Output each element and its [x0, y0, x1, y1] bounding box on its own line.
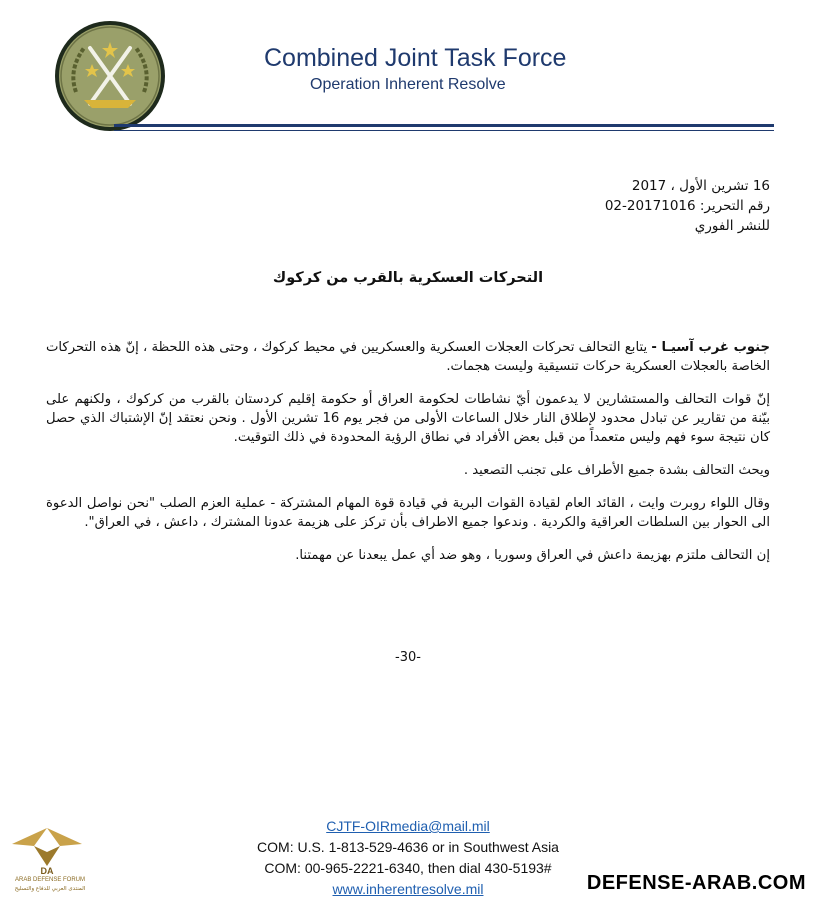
release-meta	[605, 176, 770, 236]
forum-name-ar: المنتدى العربي للدفاع والتسليح	[14, 886, 86, 892]
paragraph-1	[46, 338, 770, 376]
site-watermark: DEFENSE-ARAB.COM	[586, 872, 806, 894]
document-body	[46, 338, 770, 579]
paragraph-3: ويحث التحالف بشدة جميع الأطراف على تجنب التصعيد .	[463, 463, 770, 478]
release-type: للنشر الفوري	[694, 218, 770, 234]
header-divider-thin	[114, 130, 774, 131]
cjtf-seal-logo	[54, 20, 166, 132]
contact-block	[240, 816, 576, 900]
header-title: Combined Joint Task Force	[264, 44, 567, 72]
website-link[interactable]: www.inherentresolve.mil	[332, 881, 484, 897]
phone-us: COM: U.S. 1-813-529-4636 or in Southwest Asia	[257, 839, 559, 855]
end-marker: -30-	[395, 650, 421, 665]
release-number: رقم التحرير: 20171016-02	[604, 198, 770, 214]
forum-name: ARAB DEFENSE FORUM	[14, 877, 85, 883]
header-divider	[114, 124, 774, 127]
document-title: التحركات العسكرية بالقرب من كركوك	[272, 270, 544, 286]
arab-defense-forum-logo	[4, 822, 90, 894]
svg-text:DA: DA	[40, 866, 54, 876]
paragraph-1-text: يتابع التحالف تحركات العجلات العسكرية والعسكريين في محيط كركوك ، وحتى هذه اللحظة ، إنّ هذه التحركات الخاصة بالعجلات العسكرية حركات تنسيقية وليست هجمات.	[46, 340, 770, 374]
release-date: 16 تشرين الأول ، 2017	[631, 178, 770, 194]
phone-swa: COM: 00-965-2221-6340, then dial 430-5193#	[264, 860, 552, 876]
email-link[interactable]: CJTF-OIRmedia@mail.mil	[326, 818, 490, 834]
header-subtitle: Operation Inherent Resolve	[310, 76, 506, 93]
paragraph-5: إن التحالف ملتزم بهزيمة داعش في العراق وسوريا ، وهو ضد أي عمل يبعدنا عن مهمتنا.	[295, 548, 770, 563]
paragraph-2: إنّ قوات التحالف والمستشارين لا يدعمون أيّ نشاطات لحكومة العراق أو حكومة إقليم كردستان بالقرب من كركوك ، ولكنهم على بيّنة من تقارير عن تبادل محدود لإطلاق النار خلال الساعات الأولى من فجر يوم 16 تشرين الأول . ونحن نعتقد إنّ الإشتباك الذي حصل كان نتيجة سوء فهم وليس متعمداً من قبل بعض الأفراد في نطاق الرؤية المحدودة في ذلك التوقيت.	[46, 392, 770, 445]
dateline: جنوب غرب آسيـا -	[651, 340, 770, 355]
paragraph-4: وقال اللواء روبرت وايت ، القائد العام لقيادة القوات البرية في قيادة قوة المهام المشتركة - عملية العزم الصلب "نحن نواصل الدعوة الى الحوار بين السلطات العراقية والكردية . وندعوا جميع الاطراف بأن تركز على هزيمة عدونا المشترك ، داعش ، في العراق".	[46, 496, 770, 530]
